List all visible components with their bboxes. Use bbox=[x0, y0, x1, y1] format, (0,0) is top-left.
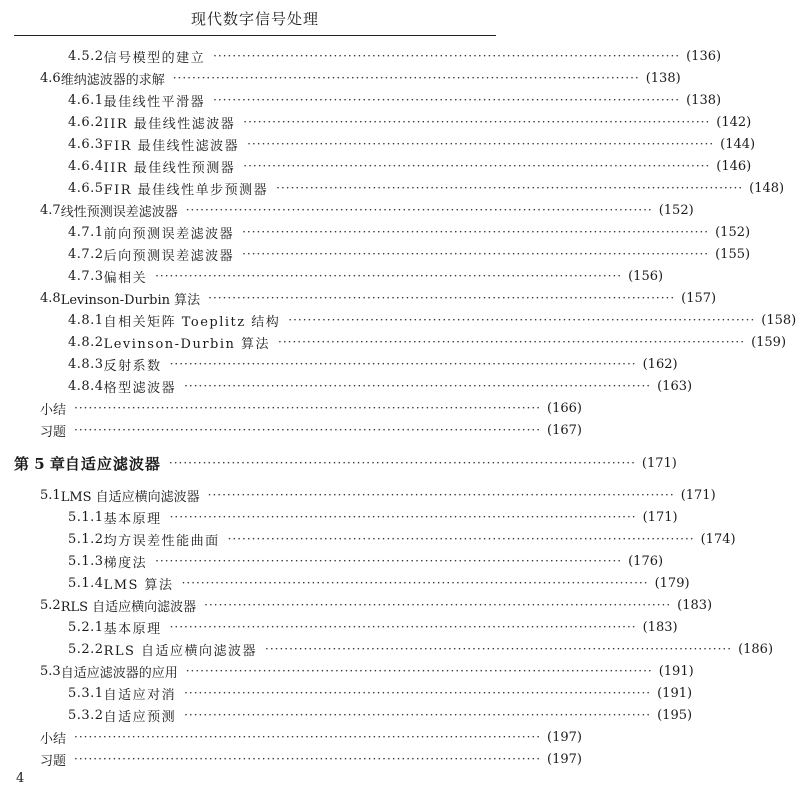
toc-entry bbox=[68, 682, 693, 704]
dot-leader: ································································································· bbox=[278, 335, 746, 349]
toc-entry-page: (197) bbox=[547, 751, 582, 767]
toc-entry-number: 5.2 bbox=[40, 597, 61, 613]
toc-entry-title: 自适应预测 bbox=[103, 709, 177, 725]
toc-entry-page: (176) bbox=[628, 553, 664, 569]
toc-entry bbox=[68, 177, 785, 199]
toc-entry-page: (156) bbox=[628, 268, 664, 284]
header-rule bbox=[14, 35, 496, 36]
toc-entry-title: IIR 最佳线性预测器 bbox=[103, 160, 236, 176]
dot-leader: ································································································· bbox=[208, 291, 676, 305]
toc-entry-title: 均方误差性能曲面 bbox=[103, 533, 220, 549]
toc-entry-number: 5.1.3 bbox=[68, 553, 104, 569]
dot-leader: ································································································· bbox=[265, 642, 733, 656]
toc-entry-title: RLS 自适应横向滤波器 bbox=[103, 643, 258, 659]
toc-entry-page: (138) bbox=[686, 92, 722, 108]
toc-entry-title: IIR 最佳线性滤波器 bbox=[103, 116, 236, 132]
toc-entry-page: (152) bbox=[715, 224, 751, 240]
toc-entry bbox=[68, 309, 796, 331]
dot-leader: ································································································· bbox=[276, 181, 744, 195]
toc-entry-title: 维纳滤波器的求解 bbox=[60, 72, 165, 88]
dot-leader: ································································································· bbox=[168, 456, 636, 470]
toc-entry-page: (155) bbox=[715, 246, 751, 262]
toc-entry-page: (191) bbox=[657, 685, 693, 701]
toc-entry-page: (167) bbox=[547, 422, 582, 438]
toc-entry bbox=[68, 638, 774, 660]
dot-leader: ································································································· bbox=[155, 269, 623, 283]
dot-leader: ································································································· bbox=[242, 225, 710, 239]
toc-entry bbox=[68, 111, 752, 133]
toc-entry bbox=[40, 397, 582, 419]
dot-leader: ································································································· bbox=[155, 554, 623, 568]
toc-entry bbox=[40, 484, 716, 506]
toc-entry bbox=[40, 287, 717, 309]
toc-entry-page: (171) bbox=[642, 509, 678, 525]
toc-entry bbox=[68, 704, 693, 726]
toc-entry-page: (195) bbox=[657, 707, 693, 723]
toc-entry-page: (138) bbox=[645, 70, 681, 86]
toc-entry bbox=[68, 506, 678, 528]
toc-entry bbox=[68, 528, 736, 550]
dot-leader: ································································································· bbox=[185, 664, 653, 678]
toc-entry-number: 5.3.2 bbox=[68, 707, 104, 723]
toc-entry-title: FIR 最佳线性单步预测器 bbox=[103, 182, 269, 198]
dot-leader: ································································································· bbox=[74, 752, 542, 766]
toc-entry-page: (146) bbox=[716, 158, 752, 174]
toc-entry-page: (166) bbox=[547, 400, 582, 416]
toc-entry bbox=[68, 221, 751, 243]
toc-entry-title: 自适应滤波器 bbox=[64, 454, 161, 473]
toc-entry-number: 5.2.1 bbox=[68, 619, 104, 635]
toc-entry-page: (171) bbox=[680, 487, 716, 503]
dot-leader: ································································································· bbox=[227, 532, 695, 546]
dot-leader: ································································································· bbox=[207, 488, 675, 502]
toc-entry-number: 4.6.2 bbox=[68, 114, 104, 130]
toc-entry-title: 偏相关 bbox=[103, 270, 148, 286]
toc-entry bbox=[68, 550, 664, 572]
toc-entry bbox=[40, 726, 582, 748]
toc-entry bbox=[40, 419, 582, 441]
toc-entry-page: (157) bbox=[681, 290, 717, 306]
toc-entry-title: 自适应对消 bbox=[103, 687, 177, 703]
toc-entry-page: (159) bbox=[751, 334, 787, 350]
toc-entry-title: 基本原理 bbox=[103, 511, 162, 527]
toc-entry bbox=[68, 155, 752, 177]
toc-entry-title: FIR 最佳线性滤波器 bbox=[103, 138, 240, 154]
toc-entry-page: (144) bbox=[720, 136, 756, 152]
dot-leader: ································································································· bbox=[169, 620, 637, 634]
dot-leader: ································································································· bbox=[74, 423, 542, 437]
toc-entry-number: 5.3 bbox=[40, 663, 61, 679]
toc-entry-title: Levinson-Durbin 算法 bbox=[103, 336, 271, 352]
toc-entry bbox=[40, 67, 681, 89]
toc-entry-title: 自适应滤波器的应用 bbox=[60, 665, 178, 681]
toc-entry-title: 自相关矩阵 Toeplitz 结构 bbox=[103, 314, 281, 330]
toc-entry-title: 小结 bbox=[40, 731, 67, 747]
toc-entry bbox=[68, 265, 664, 287]
toc-entry-number: 4.6.4 bbox=[68, 158, 104, 174]
toc-entry-number: 5.1.4 bbox=[68, 575, 104, 591]
toc-entry-page: (191) bbox=[658, 663, 694, 679]
toc-entry-title: 基本原理 bbox=[103, 621, 162, 637]
dot-leader: ································································································· bbox=[172, 71, 640, 85]
toc-entry bbox=[68, 572, 690, 594]
dot-leader: ································································································· bbox=[242, 247, 710, 261]
dot-leader: ································································································· bbox=[247, 137, 715, 151]
toc-entry-page: (186) bbox=[738, 641, 774, 657]
toc-entry-title: 小结 bbox=[40, 402, 67, 418]
toc-entry-title: 信号模型的建立 bbox=[103, 50, 206, 66]
toc-entry-page: (179) bbox=[654, 575, 690, 591]
dot-leader: ································································································· bbox=[185, 203, 653, 217]
dot-leader: ································································································· bbox=[213, 49, 681, 63]
toc-entry-number: 5.2.2 bbox=[68, 641, 104, 657]
dot-leader: ································································································· bbox=[288, 313, 756, 327]
toc-entry-title: 前向预测误差滤波器 bbox=[103, 226, 235, 242]
toc-entry-number: 4.6.5 bbox=[68, 180, 104, 196]
toc-entry bbox=[68, 45, 722, 67]
toc-entry-page: (171) bbox=[641, 455, 677, 471]
dot-leader: ································································································· bbox=[204, 598, 672, 612]
toc-entry-number: 第 5 章 bbox=[14, 454, 65, 473]
toc-entry-title: RLS 自适应横向滤波器 bbox=[60, 599, 197, 615]
toc-entry-number: 4.8.1 bbox=[68, 312, 104, 328]
book-title: 现代数字信号处理 bbox=[190, 10, 319, 28]
dot-leader: ································································································· bbox=[243, 159, 711, 173]
toc-entry-title: 后向预测误差滤波器 bbox=[103, 248, 235, 264]
toc-entry-number: 4.5.2 bbox=[68, 48, 104, 64]
dot-leader: ································································································· bbox=[74, 401, 542, 415]
toc-entry bbox=[40, 748, 582, 770]
toc-entry-number: 4.8 bbox=[40, 290, 61, 306]
toc-entry-title: LMS 算法 bbox=[103, 577, 174, 593]
toc-entry-number: 4.6.3 bbox=[68, 136, 104, 152]
toc-entry-page: (136) bbox=[686, 48, 722, 64]
toc-entry-title: 反射系数 bbox=[103, 358, 162, 374]
toc-entry bbox=[40, 199, 694, 221]
toc-entry-number: 4.7.2 bbox=[68, 246, 104, 262]
toc-entry-page: (162) bbox=[642, 356, 678, 372]
dot-leader: ································································································· bbox=[184, 708, 652, 722]
dot-leader: ································································································· bbox=[74, 730, 542, 744]
toc-entry-page: (148) bbox=[749, 180, 785, 196]
toc-entry-page: (183) bbox=[642, 619, 678, 635]
toc-entry-number: 4.7.3 bbox=[68, 268, 104, 284]
toc-entry bbox=[68, 353, 678, 375]
toc-entry-page: (158) bbox=[761, 312, 796, 328]
toc-entry-number: 4.7.1 bbox=[68, 224, 104, 240]
toc-entry-page: (142) bbox=[716, 114, 752, 130]
dot-leader: ································································································· bbox=[181, 576, 649, 590]
toc-entry-number: 4.6.1 bbox=[68, 92, 104, 108]
toc-chapter-entry bbox=[14, 452, 677, 474]
toc-entry bbox=[68, 331, 787, 353]
toc-entry-number: 5.3.1 bbox=[68, 685, 104, 701]
page-header bbox=[0, 0, 510, 44]
dot-leader: ································································································· bbox=[243, 115, 711, 129]
toc-entry bbox=[68, 616, 678, 638]
toc-entry-title: LMS 自适应横向滤波器 bbox=[60, 489, 200, 505]
toc-entry-page: (152) bbox=[658, 202, 694, 218]
toc-entry-title: 梯度法 bbox=[103, 555, 148, 571]
page-number: 4 bbox=[16, 771, 25, 786]
dot-leader: ································································································· bbox=[184, 379, 652, 393]
toc-entry-title: 线性预测误差滤波器 bbox=[60, 204, 178, 220]
toc-entry-page: (174) bbox=[700, 531, 736, 547]
dot-leader: ································································································· bbox=[184, 686, 652, 700]
toc-entry bbox=[68, 133, 756, 155]
toc-entry-number: 5.1.1 bbox=[68, 509, 104, 525]
toc-entry-page: (197) bbox=[547, 729, 582, 745]
dot-leader: ································································································· bbox=[213, 93, 681, 107]
toc-entry-title: 格型滤波器 bbox=[103, 380, 177, 396]
dot-leader: ································································································· bbox=[169, 510, 637, 524]
toc-entry bbox=[68, 375, 693, 397]
toc-entry-number: 4.8.3 bbox=[68, 356, 104, 372]
toc-entry bbox=[40, 660, 694, 682]
toc-entry bbox=[40, 594, 713, 616]
toc-entry-number: 5.1 bbox=[40, 487, 61, 503]
toc-entry bbox=[68, 89, 722, 111]
toc-entry-title: 最佳线性平滑器 bbox=[103, 94, 206, 110]
toc-entry-number: 4.6 bbox=[40, 70, 61, 86]
toc-entry-number: 4.8.4 bbox=[68, 378, 104, 394]
toc-entry-page: (163) bbox=[657, 378, 693, 394]
toc-entry-number: 5.1.2 bbox=[68, 531, 104, 547]
toc-entry-number: 4.7 bbox=[40, 202, 61, 218]
dot-leader: ································································································· bbox=[169, 357, 637, 371]
toc-entry-page: (183) bbox=[677, 597, 713, 613]
toc-entry-number: 4.8.2 bbox=[68, 334, 104, 350]
toc-entry-title: 习题 bbox=[40, 753, 67, 769]
toc-entry-title: 习题 bbox=[40, 424, 67, 440]
toc-entry bbox=[68, 243, 751, 265]
toc-entry-title: Levinson-Durbin 算法 bbox=[60, 292, 201, 308]
